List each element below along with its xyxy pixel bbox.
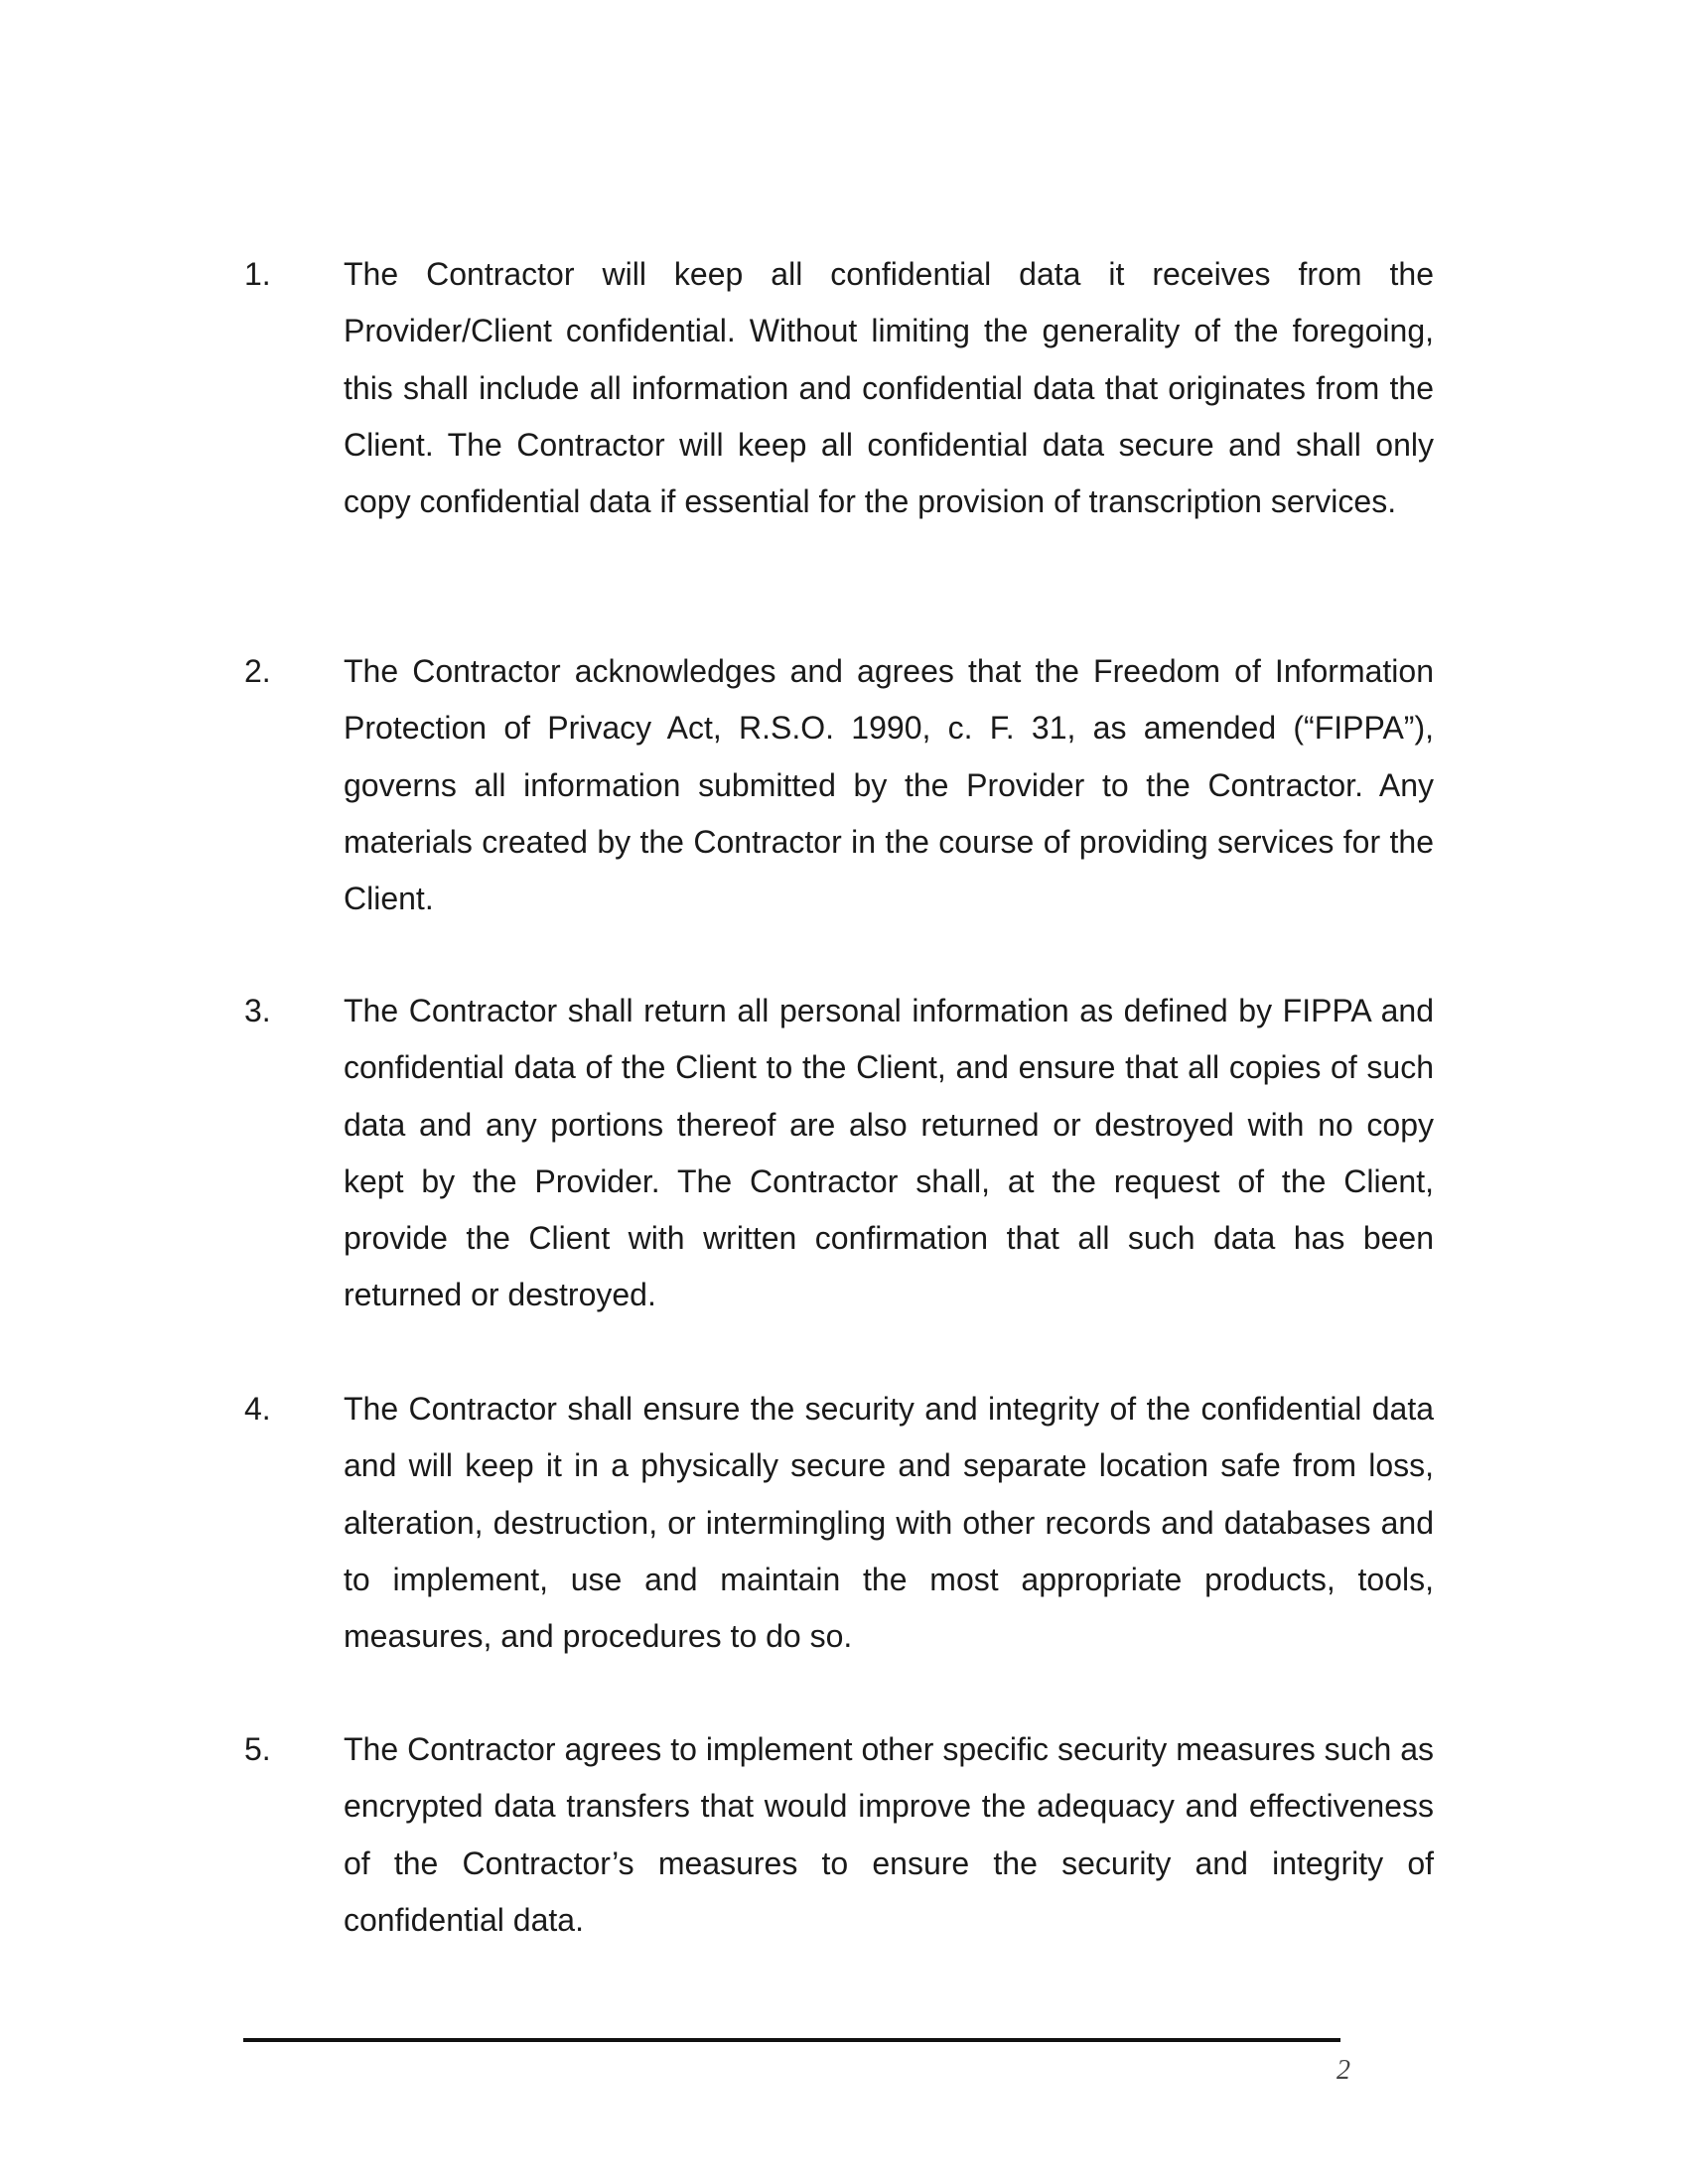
clause-text: The Contractor acknowledges and agrees that the Freedom of Information Protection of Privacy Act, R.S.O. 1990, c. F. 31, as amended (“FIPPA”), governs all information submitted by the Provider to the Contractor. Any materials created by the Contractor in the course of providing services for the Client. — [344, 653, 1434, 917]
clause-number: 3. — [244, 993, 271, 1028]
clause-text: The Contractor shall ensure the security and integrity of the confidential data and will keep it in a physically secure and separate location safe from loss, alteration, destruction, or intermingling with other records and databases and to implement, use and maintain the most appropriate products, tools, measures, and procedures to do so. — [344, 1391, 1434, 1655]
clause-text: The Contractor shall return all personal information as defined by FIPPA and confidential data of the Client to the Client, and ensure that all copies of such data and any portions thereof are also returned or destroyed with no copy kept by the Provider. The Contractor shall, at the request of the Client, provide the Client with written confirmation that all such data has been returned or destroyed. — [344, 993, 1434, 1313]
clause-number: 2. — [244, 653, 271, 689]
clause-text: The Contractor will keep all confidential data it receives from the Provider/Client confidential. Without limiting the generality of the foregoing, this shall include all information and confidential data that originates from the Client. The Contractor will keep all confidential data secure and shall only copy confidential data if essential for the provision of transcription services. — [344, 256, 1434, 520]
page-number: 2 — [1336, 2055, 1350, 2086]
footer-divider — [243, 2038, 1340, 2042]
clause-text: The Contractor agrees to implement other specific security measures such as encrypted data transfers that would improve the adequacy and effectiveness of the Contractor’s measures to ensure the security and integrity of confidential data. — [344, 1731, 1434, 1938]
clause-number: 5. — [244, 1731, 271, 1767]
clause-number: 1. — [244, 256, 271, 292]
clause-number: 4. — [244, 1391, 271, 1427]
